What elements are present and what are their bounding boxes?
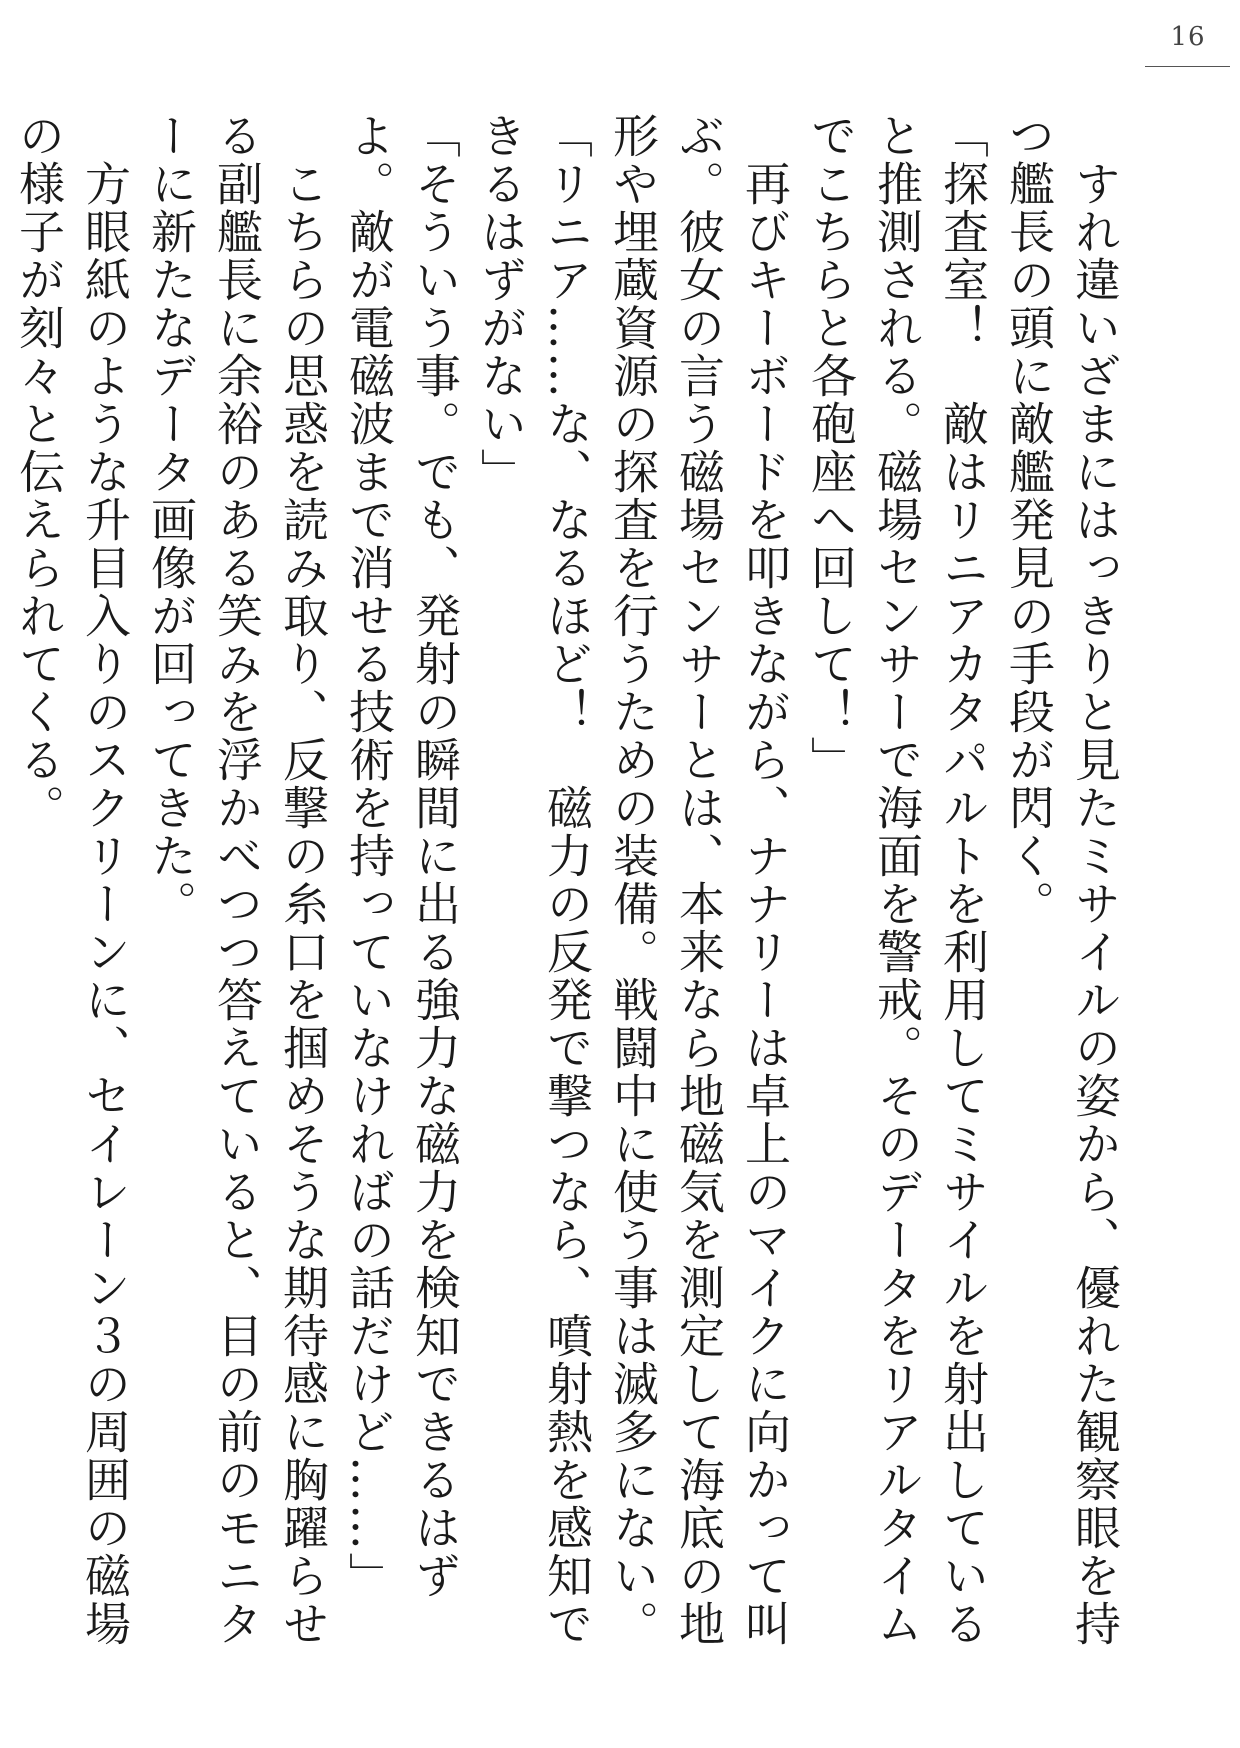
paragraph: 方眼紙のような升目入りのスクリーンに、セイレーン３の周囲の磁場の様子が刻々と伝えられてくる。 (12, 112, 132, 1648)
paragraph: 「リニア……な、なるほど！ 磁力の反発で撃つなら、噴射熱を感知できるはずがない」 (474, 112, 594, 1648)
paragraph: 再びキーボードを叩きながら、ナナリーは卓上のマイクに向かって叫ぶ。彼女の言う磁場センサーとは、本来なら地磁気を測定して海底の地形や埋蔵資源の探査を行うための装備。戦闘中に使う事は滅多にない。 (606, 112, 792, 1648)
paragraph: こちらの思惑を読み取り、反撃の糸口を掴めそうな期待感に胸躍らせる副艦長に余裕のある笑みを浮かべつつ答えていると、目の前のモニターに新たなデータ画像が回ってきた。 (144, 112, 330, 1648)
paragraph: 「探査室！ 敵はリニアカタパルトを利用してミサイルを射出していると推測される。磁場センサーで海面を警戒。そのデータをリアルタイムでこちらと各砲座へ回して！」 (804, 112, 990, 1648)
paragraph: すれ違いざまにはっきりと見たミサイルの姿から、優れた観察眼を持つ艦長の頭に敵艦発見の手段が閃く。 (1002, 112, 1122, 1648)
page-number: 16 (1170, 22, 1206, 52)
paragraph: 「そういう事。でも、発射の瞬間に出る強力な磁力を検知できるはずよ。敵が電磁波まで消せる技術を持っていなければの話だけど……」 (342, 112, 462, 1600)
page-number-rule (1145, 66, 1230, 67)
paragraph (0, 112, 6, 1672)
novel-body-text (12, 112, 1128, 1672)
